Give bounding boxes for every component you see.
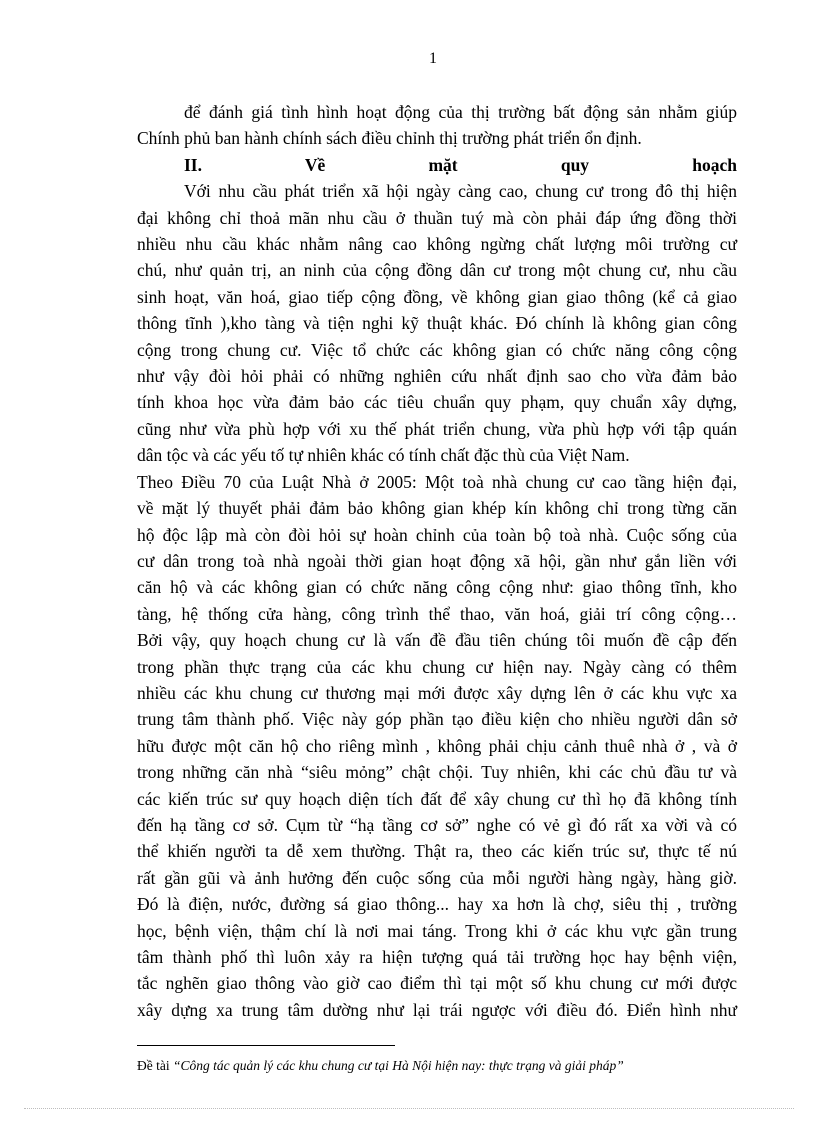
body-line: để đánh giá tình hình hoạt động của thị trường bất động sản nhằm giúp <box>184 102 737 122</box>
body-line: chú, như quản trị, an ninh của cộng đồng dân cư trong một chung cư, nhu cầu <box>137 260 737 281</box>
body-line: Theo Điều 70 của Luật Nhà ở 2005: Một toà nhà chung cư cao tầng hiện đại, <box>137 471 737 492</box>
body-line: về mặt lý thuyết phải đảm bảo không gian khép kín không chỉ trong từng căn <box>137 498 737 519</box>
body-line: như vậy đòi hỏi phải có những nghiên cứu nhất định sao cho vừa đảm bảo <box>137 366 737 387</box>
body-line: hộ độc lập mà còn đòi hỏi sự hoàn chỉnh của toàn bộ toà nhà. Cuộc sống của <box>137 524 737 545</box>
body-line: tàng, hệ thống cửa hàng, công trình thể thao, văn hoá, giải trí công cộng… <box>137 603 737 624</box>
section-heading: II. Về mặt quy hoạch <box>184 154 737 175</box>
body-line: trong những căn nhà “siêu mỏng” chật chội. Tuy nhiên, khi các chủ đầu tư và <box>137 762 737 783</box>
body-line: Chính phủ ban hành chính sách điều chỉnh thị trường phát triển ổn định. <box>137 128 642 149</box>
body-line: xây dựng xa trung tâm dường như lại trái ngược với điều đó. Điển hình như <box>137 999 737 1020</box>
body-line: đại không chỉ thoả mãn nhu cầu ở thuần tuý mà còn phải đáp ứng đồng thời <box>137 207 737 228</box>
body-line: sinh hoạt, văn hoá, giao tiếp cộng đồng, về không gian giao thông (kể cả giao <box>137 286 737 307</box>
body-line: hữu được một căn hộ cho riêng mình , không phải chịu cảnh thuê nhà ở , và ở <box>137 735 737 756</box>
body-line: nhiều nhu cầu khác nhằm nâng cao không ngừng chất lượng môi trường cư <box>137 234 737 255</box>
body-line: học, bệnh viện, thậm chí là nơi mai táng. Trong khi ở các khu vực gần trung <box>137 920 737 941</box>
body-line: Đó là điện, nước, đường sá giao thông... hay xa hơn là chợ, siêu thị , trường <box>137 894 737 915</box>
body-line: cư dân trong toà nhà ngoài thời gian hoạt động xã hội, gần như gắn liền với <box>137 550 737 571</box>
page-number: 1 <box>429 50 437 67</box>
body-line: đến hạ tầng cơ sở. Cụm từ “hạ tầng cơ sở” nghe có vẻ gì đó rất xa vời và có <box>137 814 737 835</box>
body-line: trung tâm thành phố. Việc này góp phần tạo điều kiện cho nhiều người dân sở <box>137 709 737 730</box>
body-line: tắc nghẽn giao thông vào giờ cao điểm thì tại một số khu chung cư mới được <box>137 973 737 994</box>
body-line: căn hộ và các không gian có chức năng công cộng như: giao thông tĩnh, kho <box>137 577 737 598</box>
footer-title: “Công tác quản lý các khu chung cư tại Hà Nội hiện nay: thực trạng và giải pháp” <box>173 1058 624 1073</box>
body-text <box>137 99 737 1023</box>
page-bottom-divider <box>24 1108 794 1109</box>
body-line: dân tộc và các yếu tố tự nhiên khác có tính chất đặc thù của Việt Nam. <box>137 445 630 466</box>
footer-prefix: Đề tài <box>137 1058 170 1073</box>
body-line: tính khoa học vừa đảm bảo các tiêu chuẩn quy phạm, quy chuẩn xây dựng, <box>137 392 737 413</box>
body-line: thể khiến người ta dễ xem thường. Thật ra, theo các kiến trúc sư, thực tế nú <box>137 841 737 862</box>
body-line: tâm thành phố thì luôn xảy ra hiện tượng quá tải trường học hay bệnh viện, <box>137 947 737 967</box>
body-line: cộng trong chung cư. Việc tổ chức các không gian có chức năng công cộng <box>137 339 737 360</box>
body-line: các kiến trúc sư quy hoạch diện tích đất để xây chung cư thì họ đã không tính <box>137 788 737 809</box>
body-line: rất gần gũi và ảnh hưởng đến cuộc sống của mỗi người hàng ngày, hàng giờ. <box>137 867 737 888</box>
body-line: cũng như vừa phù hợp với xu thế phát triển chung, vừa phù hợp với tập quán <box>137 418 737 439</box>
body-line: trong phần thực trạng của các khu chung cư hiện nay. Ngày càng có thêm <box>137 656 737 677</box>
footer-note <box>137 1058 777 1074</box>
body-line: thông tĩnh ),kho tàng và tiện nghi kỹ thuật khác. Đó chính là không gian công <box>137 313 737 334</box>
body-line: Bởi vậy, quy hoạch chung cư là vấn đề đầu tiên chúng tôi muốn đề cập đến <box>137 630 737 651</box>
footnote-separator <box>137 1045 395 1046</box>
body-line: nhiều các khu chung cư thương mại mới được xây dựng lên ở các khu vực xa <box>137 682 737 703</box>
body-line: Với nhu cầu phát triển xã hội ngày càng cao, chung cư trong đô thị hiện <box>184 181 737 202</box>
